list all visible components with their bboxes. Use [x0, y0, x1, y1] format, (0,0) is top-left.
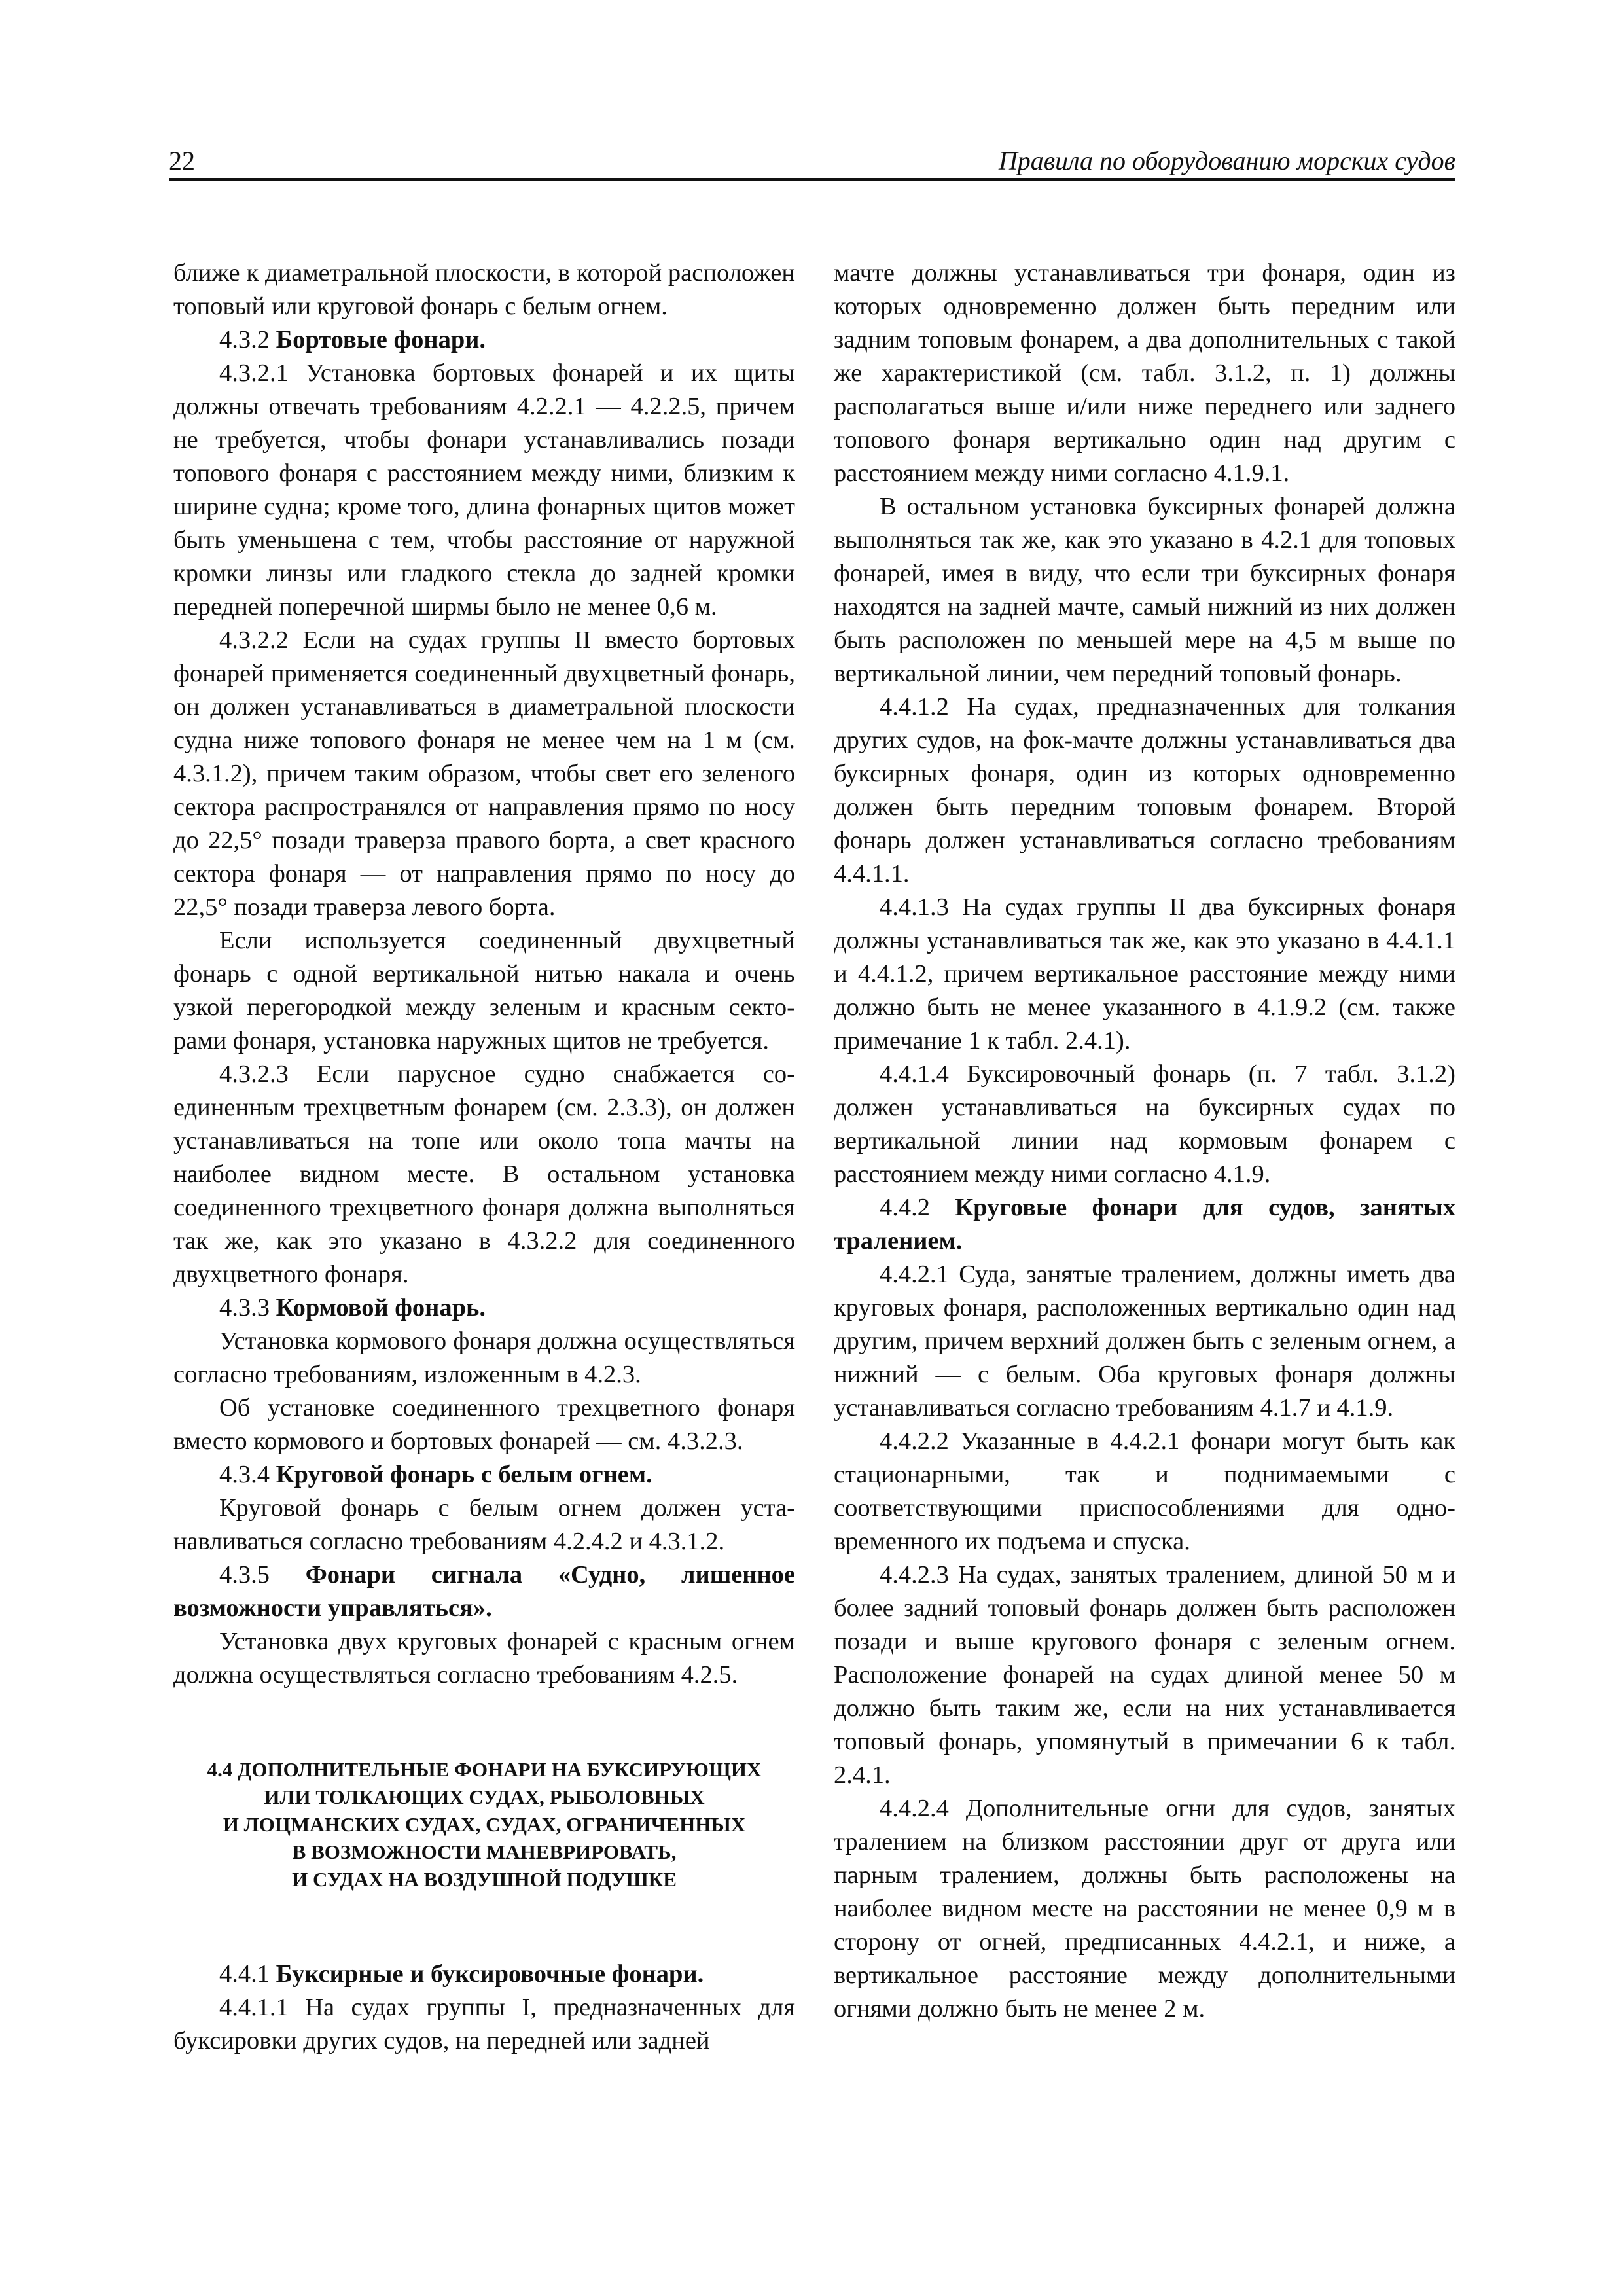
paragraph [834, 691, 1455, 891]
section-title-text: Буксирные и буксировочные фонари. [270, 1960, 704, 1988]
paragraph: Установка двух круговых фонарей с красным огнем должна осуществляться согласно требованиям 4.2.5. [173, 1628, 795, 1689]
section-title [173, 323, 795, 357]
section-title-text: Фонари сигнала «Судно, лишенное возможности управляться». [173, 1561, 795, 1622]
section-title-text: Бортовые фонари. [270, 326, 486, 353]
clause-number: 4.4.1.2 [880, 693, 949, 721]
paragraph [834, 1258, 1455, 1425]
paragraph-text: Если парусное судно снабжается соединенным трехцветным фонарем (см. 2.3.3), он должен устанавливаться на топе или около топа мачты на наиболее видном месте. В остальном установка соединенного трехцветного фонаря должна выполняться так же, как это указано в 4.3.2.2 для соединенного двухцветного фонаря. [173, 1060, 795, 1288]
section-title-text: Круговой фонарь с белым огнем. [270, 1461, 652, 1488]
clause-number: 4.3.5 [219, 1561, 270, 1588]
clause-number: 4.4.2.3 [880, 1561, 949, 1588]
paragraph: мачте должны устанавливаться три фонаря, один из которых одновременно должен быть передним или задним топовым фонарем, а два дополнительных с такой же характеристикой (см. табл. 3.1.2, п. 1) должны располагаться выше и/или ниже переднего или заднего топового фонаря вертикально один над другим с расстоянием между ними согласно 4.1.9.1. [834, 259, 1455, 487]
paragraph: ближе к диаметральной плоскости, в которой расположен топовый или круговой фонарь с белым огнем. [173, 259, 795, 320]
section-title [834, 1191, 1455, 1258]
paragraph-text: Дополнительные огни для судов, занятых тралением на близком расстоянии друг от друга или парным тралением, должны быть расположены на наиболее видном месте на расстоянии не менее 0,9 м в сторону от огней, предписанных 4.4.2.1, и ниже, а вертикальное расстояние между дополнительными огнями должно быть не менее 2 м. [834, 1795, 1455, 2022]
paragraph-text: Буксировочный фонарь (п. 7 табл. 3.1.2) должен устанавливаться на буксирных судах по вертикальной линии над кормовым фонарем с расстоянием между ними согласно 4.1.9. [834, 1060, 1455, 1188]
section-heading: 4.4 ДОПОЛНИТЕЛЬНЫЕ ФОНАРИ НА БУКСИРУЮЩИХ ИЛИ ТОЛКАЮЩИХ СУДАХ, РЫБОЛОВНЫХ И ЛОЦМАНСКИХ СУДАХ, СУДАХ, ОГРАНИЧЕННЫХ В ВОЗМОЖНОСТИ МАНЕВРИРОВАТЬ, И СУДАХ НА ВОЗДУШНОЙ ПОДУШКЕ [207, 1758, 762, 1891]
paragraph-text: На судах, предназначенных для толкания других судов, на фок-мачте должны устанавливаться два буксирных фонаря, один из которых одновременно должен быть передним топовым фонарем. Второй фонарь должен устанавливаться согласно требованиям 4.4.1.1. [834, 693, 1455, 888]
paragraph-text: Указанные в 4.4.2.1 фонари могут быть как стационарными, так и поднимаемыми с соответствующими приспособлениями для одновременного их подъема и спуска. [834, 1427, 1455, 1555]
clause-number: 4.4.1.1 [219, 1994, 289, 2021]
section-title-text: Круговые фонари для судов, занятых тралением. [834, 1194, 1455, 1255]
paragraph [834, 1425, 1455, 1558]
paragraph-text: На судах группы II два буксирных фонаря должны устанавливаться так же, как это указано в 4.4.1.1 и 4.4.1.2, причем вертикальное расстояние между ними должно быть не менее указанного в 4.1.9.2 (см. также примечание 1 к табл. 2.4.1). [834, 893, 1455, 1054]
paragraph [173, 1058, 795, 1291]
paragraph-text: На судах группы I, предназначенных для буксировки других судов, на передней или задней [173, 1994, 795, 2054]
paragraph [173, 624, 795, 924]
paragraph: Об установке соединенного трехцветного фонаря вместо кормового и бортовых фонарей — см. 4.3.2.3. [173, 1394, 795, 1455]
paragraph: Круговой фонарь с белым огнем должен устанавливаться согласно требованиям 4.2.4.2 и 4.3.1.2. [173, 1494, 795, 1555]
paragraph: Установка кормового фонаря должна осуществляться согласно требованиям, изложенным в 4.2.3. [173, 1327, 795, 1388]
paragraph: В остальном установка буксирных фонарей должна выполняться так же, как это указано в 4.2.1 для топовых фонарей, имея в виду, что если три буксирных фонаря находятся на задней мачте, самый нижний из них должен быть расположен по меньшей мере на 4,5 м выше по вертикальной линии, чем передний топовый фонарь. [834, 493, 1455, 687]
header-rule [169, 178, 1455, 181]
section-title [173, 1458, 795, 1492]
paragraph-text: Если на судах группы II вместо бортовых фонарей применяется соединенный двухцветный фонарь, он должен устанавливаться в диаметральной плоскости судна ниже топового фонаря не менее чем на 1 м (см. 4.3.1.2), причем таким образом, чтобы свет его зеленого сектора распространялся от направления прямо по носу до 22,5° позади траверза правого борта, а свет красного сектора фонаря — от направления прямо по носу до 22,5° позади траверза левого борта. [173, 626, 795, 921]
clause-number: 4.4.2.2 [880, 1427, 949, 1455]
paragraph [173, 357, 795, 624]
paragraph [834, 891, 1455, 1058]
section-title [173, 1291, 795, 1325]
clause-number: 4.3.3 [219, 1294, 270, 1321]
page-number: 22 [169, 146, 195, 175]
paragraph: Если используется соединенный двухцветный фонарь с одной вертикальной нитью накала и очень узкой перегородкой между зеленым и красным секторами фонаря, установка наружных щитов не требуется. [173, 927, 795, 1054]
clause-number: 4.3.2.2 [219, 626, 289, 654]
clause-number: 4.4.2.1 [880, 1261, 949, 1288]
paragraph [834, 1058, 1455, 1191]
section-title [173, 1558, 795, 1625]
paragraph [834, 1792, 1455, 2026]
section-title [173, 1958, 795, 1991]
section-title-text: Кормовой фонарь. [270, 1294, 486, 1321]
left-column [173, 257, 795, 2058]
paragraph-text: Суда, занятые тралением, должны иметь два круговых фонаря, расположенных вертикально один над другим, причем верхний должен быть с зеленым огнем, а нижний — с белым. Оба круговых фонаря должны устанавливаться согласно требованиям 4.1.7 и 4.1.9. [834, 1261, 1455, 1422]
clause-number: 4.4.1 [219, 1960, 270, 1988]
paragraph [834, 1558, 1455, 1792]
clause-number: 4.3.2 [219, 326, 270, 353]
clause-number: 4.3.2.1 [219, 359, 289, 387]
clause-number: 4.4.1.4 [880, 1060, 949, 1088]
clause-number: 4.3.4 [219, 1461, 270, 1488]
clause-number: 4.3.2.3 [219, 1060, 289, 1088]
paragraph-text: Установка бортовых фонарей и их щиты должны отвечать требованиям 4.2.2.1 — 4.2.2.5, причем не требуется, чтобы фонари устанавливались позади топового фонаря с расстоянием между ними, близким к ширине судна; кроме того, длина фонарных щитов может быть уменьшена с тем, чтобы расстояние от наружной кромки линзы или гладкого стекла до задней кромки передней поперечной ширмы было не менее 0,6 м. [173, 359, 795, 620]
clause-number: 4.4.1.3 [880, 893, 949, 921]
clause-number: 4.4.2.4 [880, 1795, 949, 1822]
paragraph [173, 1991, 795, 2058]
paragraph-text: На судах, занятых тралением, длиной 50 м и более задний топовый фонарь должен быть расположен позади и выше кругового фонаря с зеленым огнем. Расположение фонарей на судах длиной менее 50 м должно быть таким же, если на них устанавливается топовый фонарь, упомянутый в примечании 6 к табл. 2.4.1. [834, 1561, 1455, 1789]
right-column [834, 257, 1455, 2026]
running-title: Правила по оборудованию морских судов [998, 146, 1455, 175]
clause-number: 4.4.2 [880, 1194, 930, 1221]
